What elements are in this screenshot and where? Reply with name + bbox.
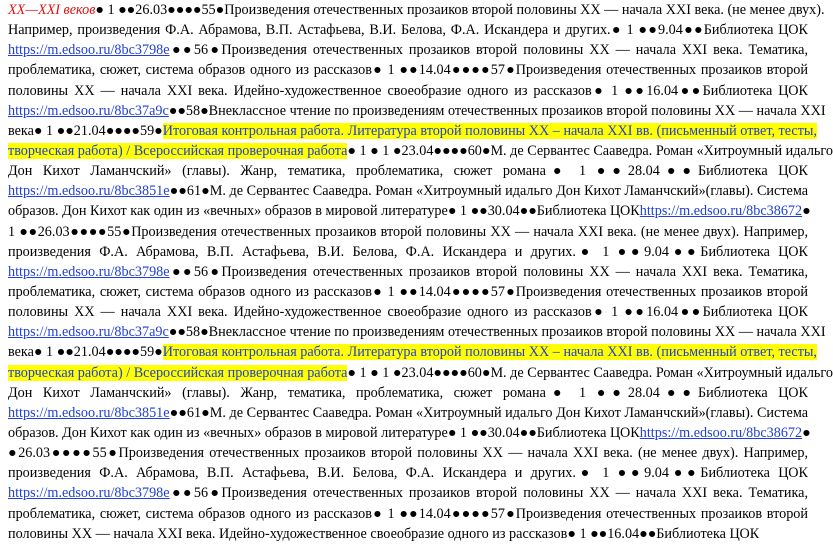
text-segment: половины XX — начала XXI века. Идейно-художественное своеобразие одного из рассказов● 1 ●●16.04●●Библиотека ЦОК bbox=[8, 525, 760, 542]
section-heading-fragment: XX—XXI веков bbox=[8, 2, 96, 18]
text-line bbox=[8, 262, 808, 282]
highlighted-text: творческая работа) / Всероссийская проверочная работа bbox=[8, 142, 348, 159]
library-link[interactable]: https://m.edsoo.ru/8bc3851e bbox=[8, 404, 170, 421]
library-link[interactable]: https://m.edsoo.ru/8bc3798e bbox=[8, 42, 170, 59]
text-line bbox=[8, 60, 808, 80]
text-segment: проблематика, сюжет, система образов одного из рассказов● 1 ●●14.04●●●●57●Произведения отечественных прозаиков второй bbox=[8, 283, 808, 300]
text-segment: ●●58●Внеклассное чтение по произведениям отечественных прозаиков второй половины XX — начала XXI bbox=[168, 102, 826, 119]
library-link[interactable]: https://m.edsoo.ru/8bc38672 bbox=[639, 424, 803, 441]
text-segment: проблематика, сюжет, система образов одного из рассказов● 1 ●●14.04●●●●57●Произведения отечественных прозаиков второй bbox=[8, 505, 808, 522]
text-line bbox=[8, 0, 825, 20]
text-segment: ● 1 ●●26.03●●●●55●Произведения отечественных прозаиков второй половины XX — начала XXI века. (не менее двух). bbox=[95, 2, 825, 18]
text-segment: ● bbox=[802, 203, 811, 220]
text-line bbox=[8, 463, 808, 483]
text-segment: произведения Ф.А. Абрамова, В.П. Астафьева, В.И. Белова, Ф.А. Искандера и других.● 1 ●●9.04●●Библиотека ЦОК bbox=[8, 465, 808, 482]
library-link[interactable]: https://m.edsoo.ru/8bc37a9c bbox=[8, 324, 169, 341]
text-line bbox=[8, 161, 808, 181]
text-line bbox=[8, 81, 808, 101]
text-line bbox=[8, 423, 811, 443]
text-segment: половины XX — начала XXI века. Идейно-художественное своеобразие одного из рассказов● 1 ●●16.04●●Библиотека ЦОК bbox=[8, 304, 808, 321]
text-line bbox=[8, 302, 808, 322]
text-segment: ●●61●М. де Сервантес Сааведра. Роман «Хитроумный идальго Дон Кихот Ламанчский»(главы). Система bbox=[169, 404, 808, 421]
text-line bbox=[8, 363, 833, 383]
text-line bbox=[8, 322, 826, 342]
library-link[interactable]: https://m.edsoo.ru/8bc3798e bbox=[8, 263, 170, 280]
text-line bbox=[8, 141, 833, 161]
text-segment: ●●58●Внеклассное чтение по произведениям отечественных прозаиков второй половины XX — начала XXI bbox=[168, 324, 826, 341]
text-segment: ●●61●М. де Сервантес Сааведра. Роман «Хитроумный идальго Дон Кихот Ламанчский»(главы). Система bbox=[169, 183, 808, 200]
text-line bbox=[8, 504, 808, 524]
library-link[interactable]: https://m.edsoo.ru/8bc38672 bbox=[639, 203, 803, 220]
text-line bbox=[8, 443, 808, 463]
text-line bbox=[8, 242, 808, 262]
text-line bbox=[8, 403, 808, 423]
highlighted-text: Итоговая контрольная работа. Литература второй половины XX – начала XXI вв. (письменный ответ, тесты, bbox=[162, 122, 817, 139]
text-line bbox=[8, 342, 817, 362]
text-line bbox=[8, 201, 811, 221]
text-segment: века● 1 ●●21.04●●●●59● bbox=[8, 344, 163, 361]
text-segment: проблематика, сюжет, система образов одного из рассказов● 1 ●●14.04●●●●57●Произведения отечественных прозаиков второй bbox=[8, 62, 808, 79]
text-segment: Например, произведения Ф.А. Абрамова, В.П. Астафьева, В.И. Белова, Ф.А. Искандера и других.● 1 ●●9.04●●Библиотека ЦОК bbox=[8, 22, 808, 39]
text-segment: ●●56●Произведения отечественных прозаиков второй половины XX — начала XXI века. Тематика, bbox=[169, 42, 808, 59]
text-line bbox=[8, 282, 808, 302]
text-segment: образов. Дон Кихот как один из «вечных» образов в мировой литературе● 1 ●●30.04●●Библиотека ЦОК bbox=[8, 424, 640, 441]
text-line bbox=[8, 121, 817, 141]
text-segment: 1 ●●26.03●●●●55●Произведения отечественных прозаиков второй половины XX — начала XXI века. (не менее двух). Например, bbox=[8, 223, 808, 240]
text-line bbox=[8, 383, 808, 403]
library-link[interactable]: https://m.edsoo.ru/8bc37a9c bbox=[8, 102, 169, 119]
text-segment: Дон Кихот Ламанчский» (главы). Жанр, тематика, проблематика, сюжет романа● 1 ●●28.04●●Библиотека ЦОК bbox=[8, 384, 808, 401]
text-segment: произведения Ф.А. Абрамова, В.П. Астафьева, В.И. Белова, Ф.А. Искандера и других.● 1 ●●9.04●●Библиотека ЦОК bbox=[8, 243, 808, 260]
highlighted-text: творческая работа) / Всероссийская проверочная работа bbox=[8, 364, 348, 381]
text-segment: образов. Дон Кихот как один из «вечных» образов в мировой литературе● 1 ●●30.04●●Библиотека ЦОК bbox=[8, 203, 640, 220]
text-segment: ●●56●Произведения отечественных прозаиков второй половины XX — начала XXI века. Тематика, bbox=[169, 263, 808, 280]
text-segment: ●26.03●●●●55●Произведения отечественных прозаиков второй половины XX — начала XXI века. (не менее двух). Например, bbox=[8, 445, 808, 462]
text-line bbox=[8, 483, 808, 503]
text-segment: ● 1 ● 1 ●23.04●●●●60●М. де Сервантес Сааведра. Роман «Хитроумный идальго bbox=[347, 364, 833, 381]
highlighted-text: Итоговая контрольная работа. Литература второй половины XX – начала XXI вв. (письменный ответ, тесты, bbox=[162, 344, 817, 361]
text-segment: ●●56●Произведения отечественных прозаиков второй половины XX — начала XXI века. Тематика, bbox=[169, 485, 808, 502]
text-segment: века● 1 ●●21.04●●●●59● bbox=[8, 122, 163, 139]
text-segment: половины XX — начала XXI века. Идейно-художественное своеобразие одного из рассказов● 1 ●●16.04●●Библиотека ЦОК bbox=[8, 82, 808, 99]
text-line bbox=[8, 524, 808, 544]
text-line bbox=[8, 20, 808, 40]
library-link[interactable]: https://m.edsoo.ru/8bc3851e bbox=[8, 183, 170, 200]
text-segment: ● 1 ● 1 ●23.04●●●●60●М. де Сервантес Сааведра. Роман «Хитроумный идальго bbox=[347, 142, 833, 159]
text-segment: ● bbox=[802, 424, 811, 441]
text-line bbox=[8, 101, 826, 121]
library-link[interactable]: https://m.edsoo.ru/8bc3798e bbox=[8, 485, 170, 502]
text-line bbox=[8, 40, 808, 60]
text-segment: Дон Кихот Ламанчский» (главы). Жанр, тематика, проблематика, сюжет романа● 1 ●●28.04●●Библиотека ЦОК bbox=[8, 163, 808, 180]
text-line bbox=[8, 181, 808, 201]
text-line bbox=[8, 222, 808, 242]
